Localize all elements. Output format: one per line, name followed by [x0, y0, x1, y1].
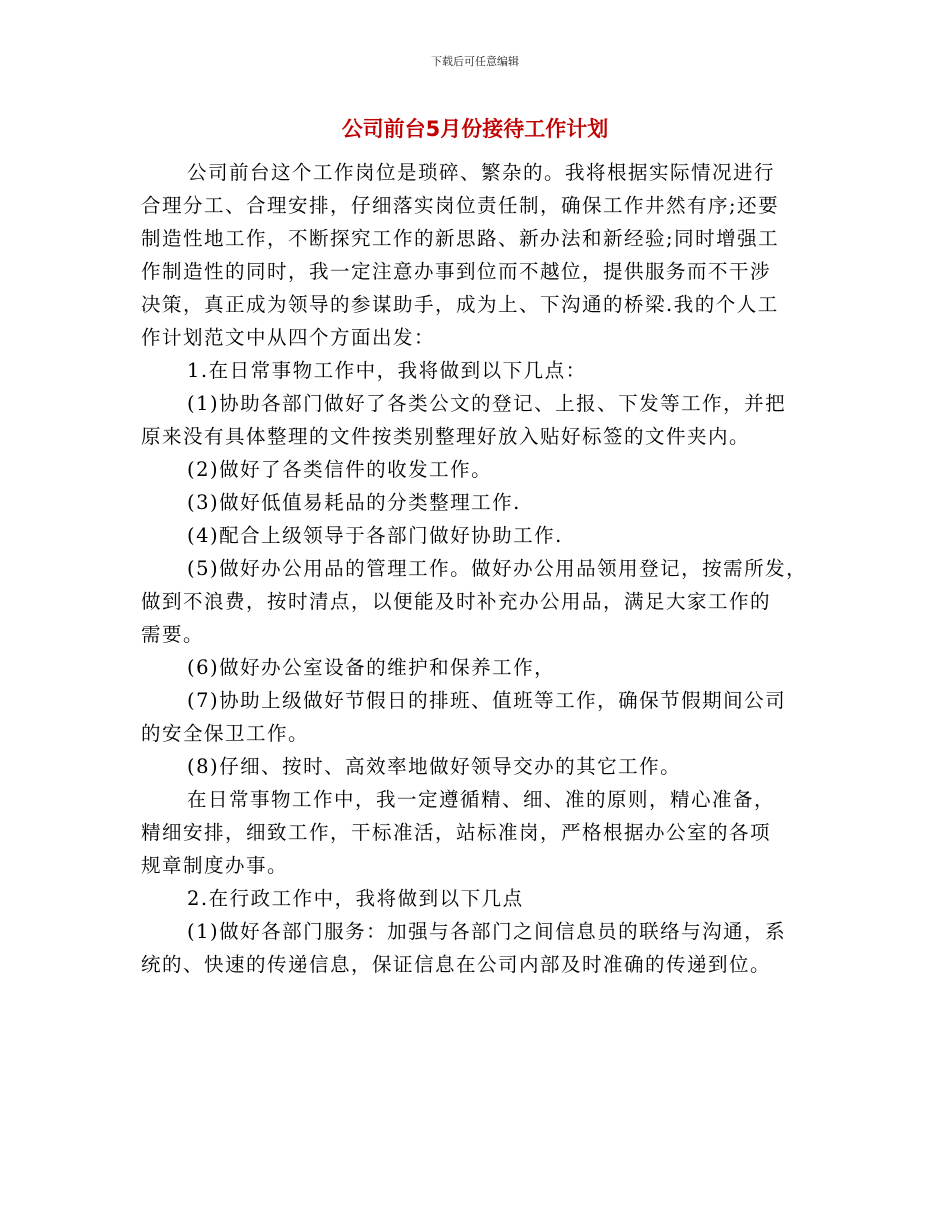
body-line: (1)协助各部门做好了各类公文的登记、上报、下发等工作，并把 [187, 392, 787, 415]
body-line: 决策，真正成为领导的参谋助手，成为上、下沟通的桥梁.我的个人工 [141, 293, 779, 316]
body-line: 作计划范文中从四个方面出发： [141, 326, 436, 349]
body-line: 合理分工、合理安排，仔细落实岗位责任制，确保工作井然有序;还要 [141, 194, 780, 217]
body-line: 公司前台这个工作岗位是琐碎、繁杂的。我将根据实际情况进行 [187, 161, 776, 184]
body-line: 作制造性的同时，我一定注意办事到位而不越位，提供服务而不干涉 [141, 260, 772, 283]
body-line: 2.在行政工作中，我将做到以下几点 [187, 887, 524, 910]
body-line: 在日常事物工作中，我一定遵循精、细、准的原则，精心准备， [187, 788, 776, 811]
body-line: (3)做好低值易耗品的分类整理工作. [187, 491, 521, 514]
body-line: (6)做好办公室设备的维护和保养工作， [187, 656, 556, 679]
body-line: 做到不浪费，按时清点，以便能及时补充办公用品，满足大家工作的 [141, 590, 772, 613]
body-line: (7)协助上级做好节假日的排班、值班等工作，确保节假期间公司 [187, 689, 787, 712]
body-line: 制造性地工作，不断探究工作的新思路、新办法和新经验;同时增强工 [141, 227, 780, 250]
body-line: (8)仔细、按时、高效率地做好领导交办的其它工作。 [187, 755, 682, 778]
body-line: 的安全保卫工作。 [141, 722, 310, 745]
body-line: (1)做好各部门服务：加强与各部门之间信息员的联络与沟通，系 [187, 920, 787, 943]
body-line: (2)做好了各类信件的收发工作。 [187, 458, 493, 481]
document-body [141, 156, 821, 981]
body-line: 原来没有具体整理的文件按类别整理好放入贴好标签的文件夹内。 [141, 425, 751, 448]
document-title: 公司前台5月份接待工作计划 [341, 117, 609, 141]
body-line: (5)做好办公用品的管理工作。做好办公用品领用登记，按需所发， [187, 557, 808, 580]
body-line: 1.在日常事物工作中，我将做到以下几点： [187, 359, 587, 382]
body-line: 统的、快速的传递信息，保证信息在公司内部及时准确的传递到位。 [141, 953, 772, 976]
body-line: 精细安排，细致工作，干标准活，站标准岗，严格根据办公室的各项 [141, 821, 772, 844]
body-line: (4)配合上级领导于各部门做好协助工作. [187, 524, 563, 547]
body-line: 需要。 [141, 623, 205, 646]
page-header-note: 下载后可任意编辑 [431, 55, 519, 68]
body-line: 规章制度办事。 [141, 854, 289, 877]
